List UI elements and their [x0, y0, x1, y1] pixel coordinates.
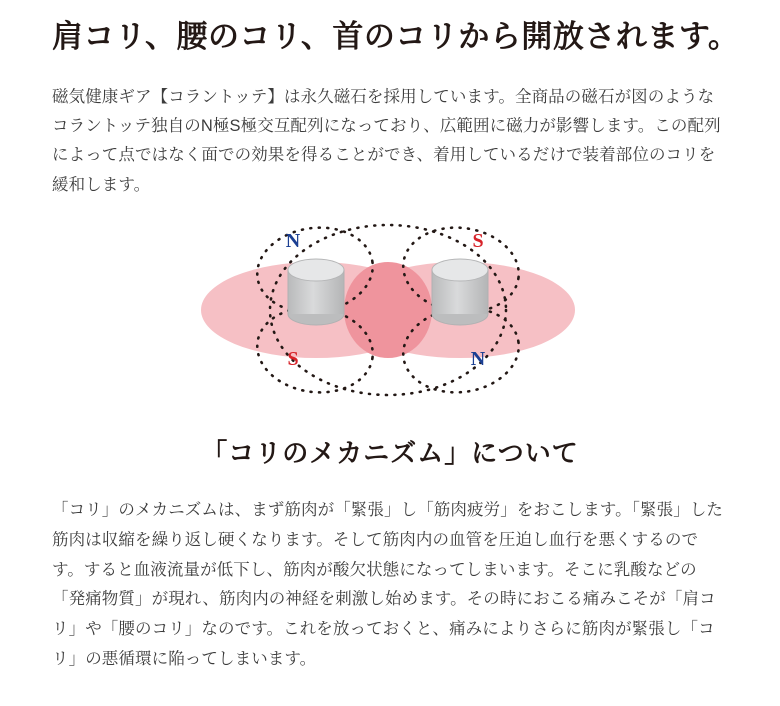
magnet-diagram-svg — [48, 210, 728, 415]
page-title: 肩コリ、腰のコリ、首のコリから開放されます。 — [52, 19, 740, 54]
pole-label-right-top: S — [472, 230, 484, 253]
section-title: 「コリのメカニズム」について — [201, 438, 579, 469]
magnet-right — [432, 259, 488, 325]
pole-label-left-bottom: S — [287, 348, 299, 371]
pole-label-left-top: N — [285, 230, 301, 253]
magnet-left — [288, 259, 344, 325]
magnet-diagram — [48, 210, 728, 415]
pole-label-right-bottom: N — [470, 348, 486, 371]
body-paragraph: 「コリ」のメカニズムは、まず筋肉が「緊張」し「筋肉疲労」をおこします。「緊張」した筋肉は収縮を繰り返し硬くなります。そして筋肉内の血管を圧迫し血行を悪くするのです。すると血液流量が低下し、筋肉が酸欠状態になってしまいます。そこに乳酸などの「発痛物質」が現れ、筋肉内の神経を刺激し始めます。その時におこる痛みこそが「肩コリ」や「腰のコリ」なのです。これを放っておくと、痛みによりさらに筋肉が緊張し「コリ」の悪循環に陥ってしまいます。 — [52, 501, 724, 668]
intro-paragraph: 磁気健康ギア【コラントッテ】は永久磁石を採用しています。全商品の磁石が図のようなコラントッテ独自のN極S極交互配列になっており、広範囲に磁力が影響します。この配列によって点ではなく面での効果を得ることができ、着用しているだけで装着部位のコリを緩和します。 — [52, 87, 721, 194]
